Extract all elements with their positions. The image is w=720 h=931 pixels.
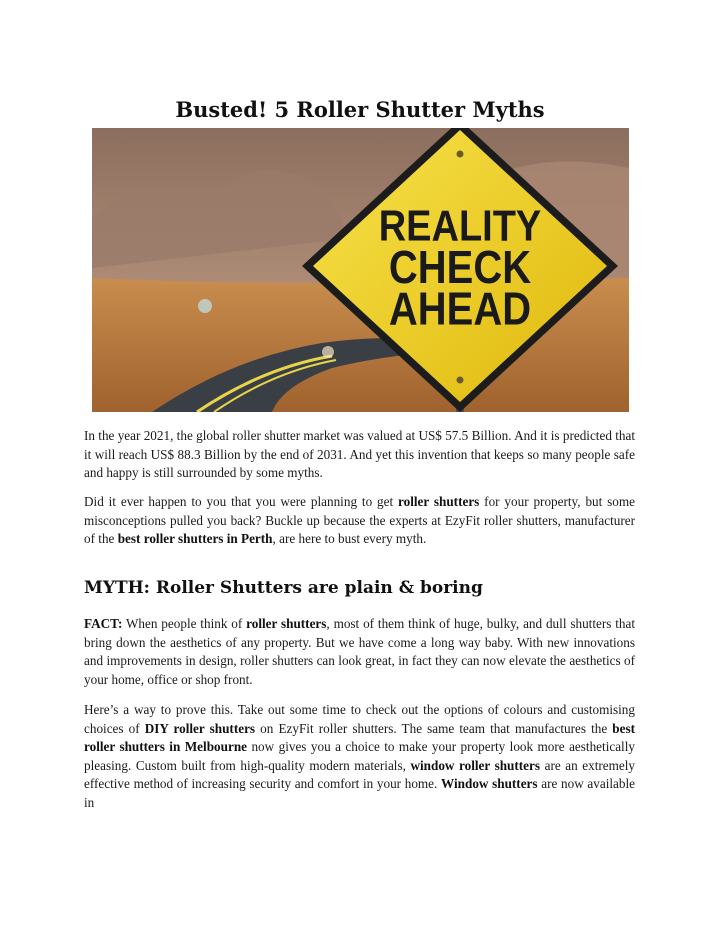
sign-line-1: REALITY [378,201,542,251]
bold-window-shutters: Window shutters [441,776,538,792]
bold-window-roller-shutters: window roller shutters [410,757,541,773]
page-title: Busted! 5 Roller Shutter Myths [175,97,545,123]
fact-label: FACT: [84,616,123,631]
misconceptions-paragraph: Did it ever happen to you that you were planning to get roller shutters for your property, but some misconceptions pulled you back? Buckle up because the experts at EzyFit roller shutters, manufacturer of the best roller shutters in Perth, are here to bust every myth. [84,494,635,547]
bold-roller-shutters: roller shutters [398,494,480,509]
hero-image-reality-check [92,128,629,412]
fact-paragraph: FACT: When people think of roller shutters, most of them think of huge, bulky, and dull shutters that bring down the aesthetics of any property. But we have come a long way baby. With new innovations and improvements in design, roller shutters can look great, in fact they can now elevate the aesthetics of your home, office or shop front. [84,616,635,687]
sign-line-3: AHEAD [388,284,532,336]
bold-diy-roller-shutters: DIY roller shutters [144,720,256,736]
bold-best-roller-shutters-perth: best roller shutters in Perth [117,531,273,547]
proof-paragraph: Here’s a way to prove this. Take out some time to check out the options of colours and customising choices of DIY roller shutters on EzyFit roller shutters. The same team that manufactures the best roller shutters in Melbourne now gives you a choice to make your property look more aesthetically pleasing. Custom built from high-quality modern materials, window roller shutters are an extremely effective method of increasing security and comfort in your home. Window shutters are now available in [84,702,636,810]
sign-line-2: CHECK [388,242,532,294]
intro-paragraph: In the year 2021, the global roller shutter market was valued at US$ 57.5 Billion. And it is predicted that it will reach US$ 88.3 Billion by the end of 2031. And yet this invention that keeps so many people safe and happy is still surrounded by some myths. [84,428,635,481]
myth-heading: MYTH: Roller Shutters are plain & boring [84,578,483,598]
bold-best-roller-shutters-melbourne: best roller shutters in Melbourne [84,720,636,755]
bold-roller-shutters-2: roller shutters [246,616,327,631]
